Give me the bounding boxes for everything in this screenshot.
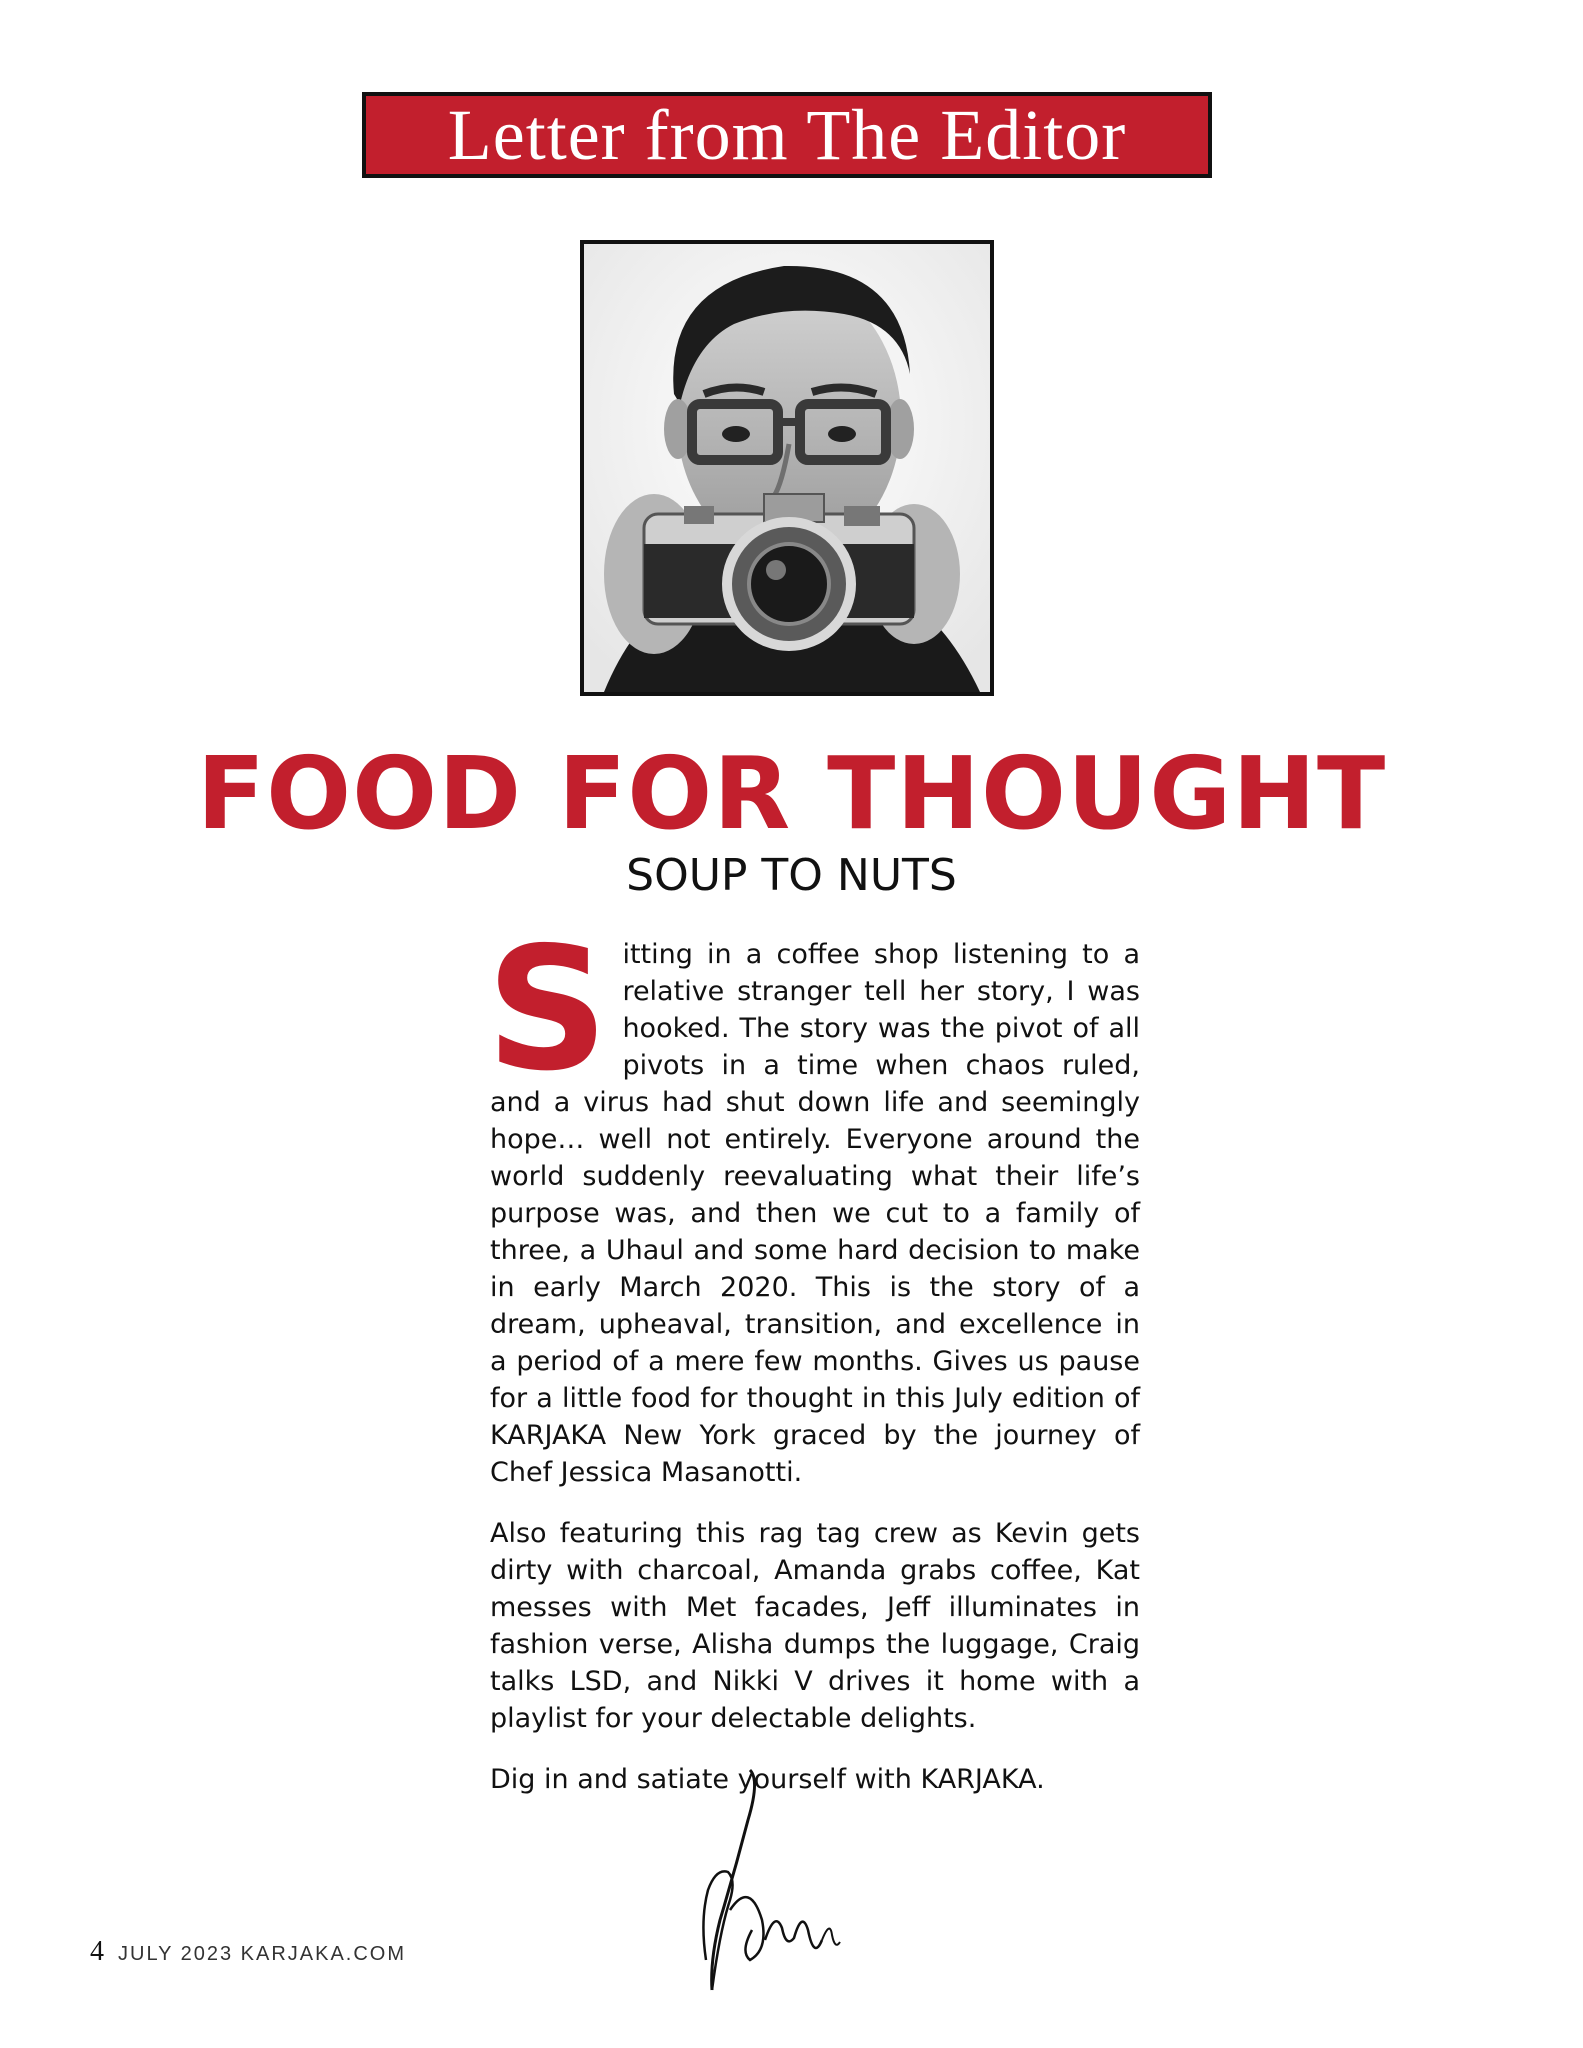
article-body <box>486 911 1140 1822</box>
section-header <box>362 92 1212 178</box>
drop-cap: S <box>486 911 609 1109</box>
page-number: 4 <box>90 1936 104 1967</box>
article-headline: FOOD FOR THOUGHT <box>196 735 1387 852</box>
editor-portrait <box>580 240 994 696</box>
editor-signature <box>690 1760 870 2000</box>
paragraph-text: itting in a coffee shop listening to a relative stranger tell her story, I was hooked. The story was the pivot of all pivots in a time when chaos ruled, and a virus had shut down life and seemingly hope… well not entirely. Everyone around the world suddenly reevaluating what their life’s purpose was, and then we cut to a family of three, a Uhaul and some hard decision to make in early March 2020. This is the story of a dream, upheaval, transition, and excellence in a period of a mere few months. Gives us pause for a little food for thought in this July edition of KARJAKA New York graced by the journey of Chef Jessica Masanotti. <box>490 939 1140 1488</box>
page-footer <box>90 1936 406 1968</box>
section-title: Letter from The Editor <box>447 95 1127 175</box>
body-paragraph <box>486 911 1140 1491</box>
portrait-photo-icon <box>584 244 990 692</box>
article-subheadline: SOUP TO NUTS <box>626 850 957 901</box>
body-paragraph: Also featuring this rag tag crew as Kevin gets dirty with charcoal, Amanda grabs coffee, Kat messes with Met facades, Jeff illuminates in fashion verse, Alisha dumps the luggage, Craig talks LSD, and Nikki V drives it home with a playlist for your delectable delights. <box>490 1518 1140 1734</box>
signature-icon <box>690 1760 870 2000</box>
body-paragraph: Dig in and satiate yourself with KARJAKA. <box>490 1764 1045 1795</box>
issue-line: JULY 2023 KARJAKA.COM <box>118 1943 407 1965</box>
